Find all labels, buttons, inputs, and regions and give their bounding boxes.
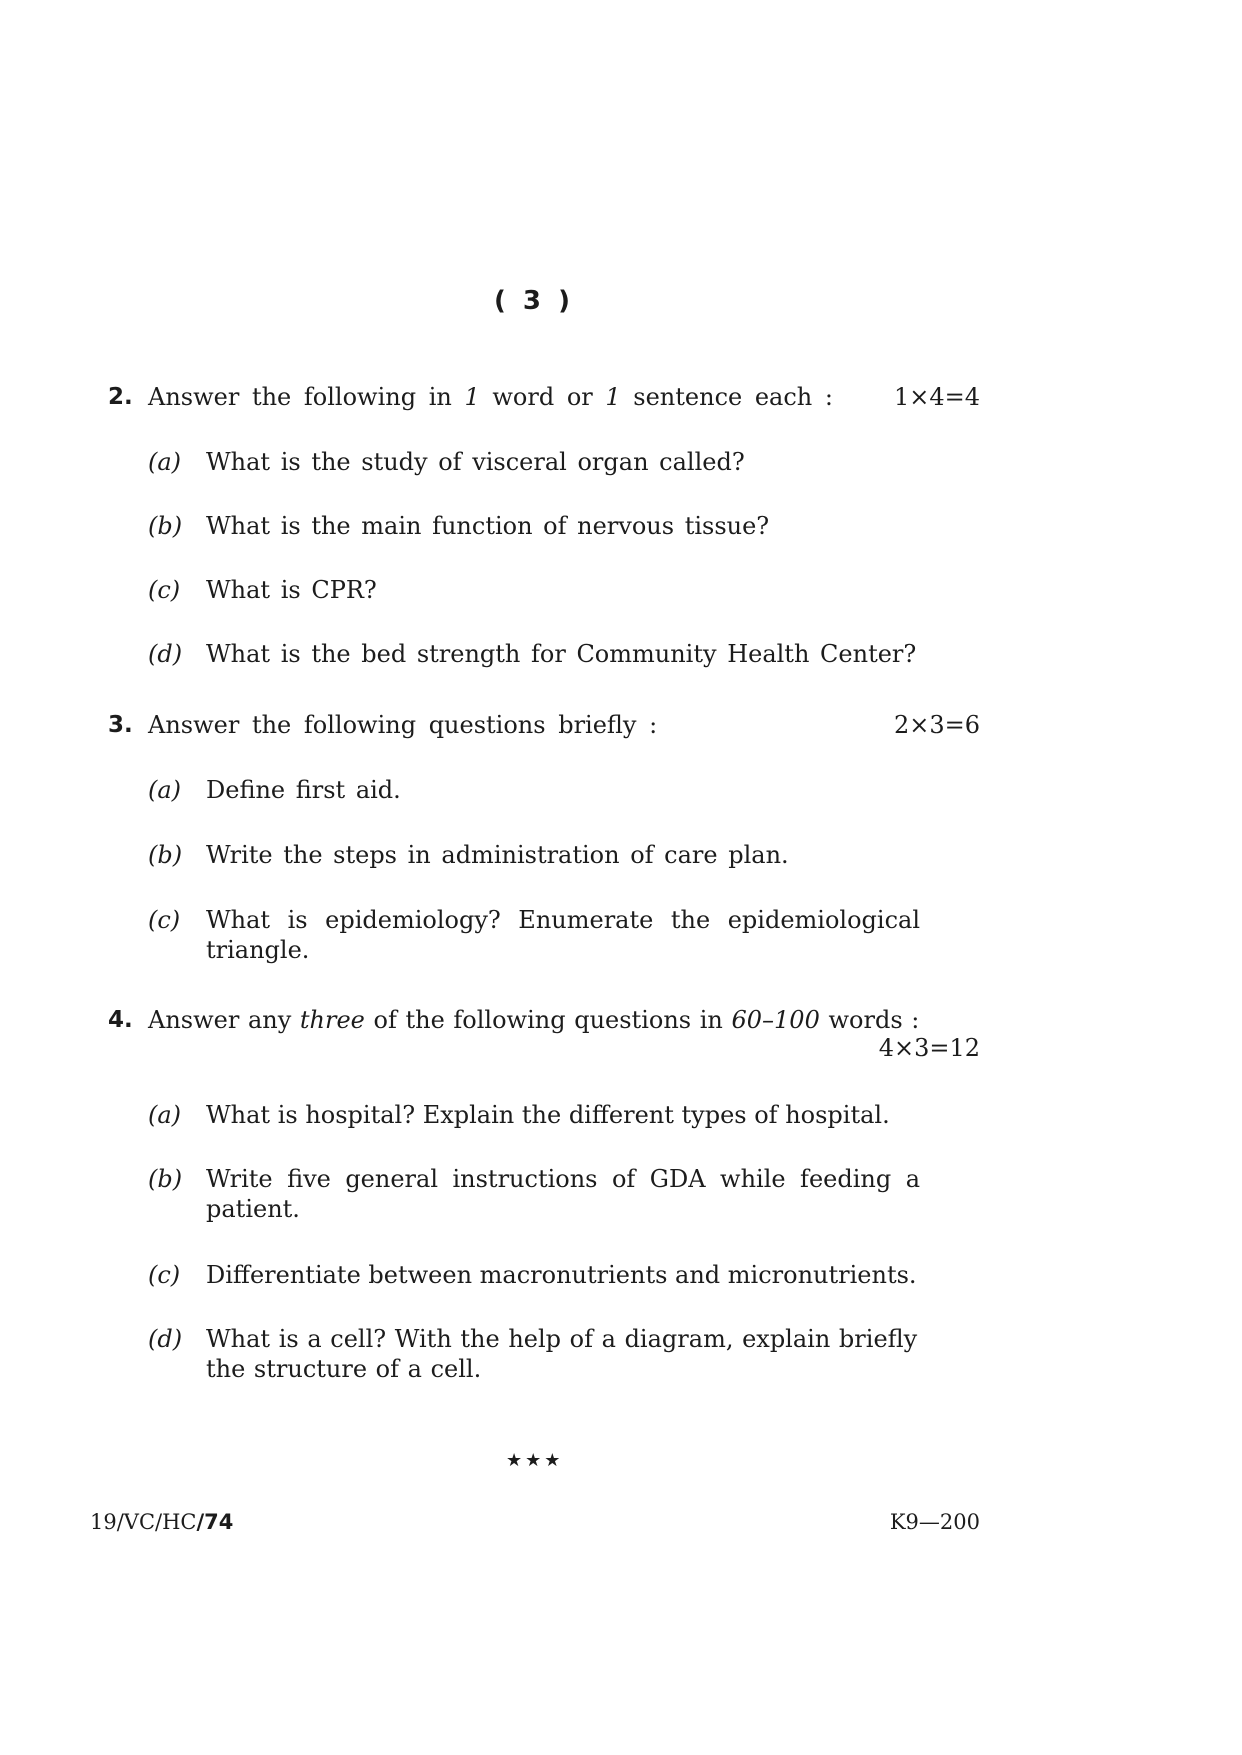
sub-question-label: (c) (148, 1261, 181, 1289)
end-of-paper-marker: ★★★ (506, 1450, 564, 1471)
question-marks: 1×4=4 (893, 383, 980, 411)
sub-question-label: (b) (148, 1165, 183, 1193)
sub-question-text: Define first aid. (206, 776, 401, 804)
sub-question-text: Write the steps in administration of care plan. (206, 841, 789, 869)
question-text: Answer any three of the following questions in 60–100 words : (148, 1006, 920, 1034)
sub-question-text: What is CPR? (206, 576, 377, 604)
paper-code: 19/VC/HC/74 (90, 1510, 234, 1534)
sub-question-label: (a) (148, 776, 182, 804)
sub-question-text: What is hospital? Explain the different types of hospital. (206, 1101, 890, 1129)
question-text: Answer the following questions briefly : (148, 711, 658, 739)
sub-question-label: (b) (148, 841, 183, 869)
sub-question-label: (c) (148, 906, 181, 934)
sub-question-text: Write five general instructions of GDA while feeding a patient. (206, 1165, 920, 1223)
question-number: 4. (108, 1007, 133, 1033)
sub-question-text: What is the main function of nervous tissue? (206, 512, 770, 540)
question-number: 3. (108, 712, 133, 738)
sub-question-label: (d) (148, 1325, 183, 1353)
sub-question-label: (a) (148, 1101, 182, 1129)
sub-question-label: (c) (148, 576, 181, 604)
sub-question-text: What is a cell? With the help of a diagram, explain briefly the structure of a cell. (206, 1325, 918, 1383)
question-number: 2. (108, 384, 133, 410)
sub-question-text: What is epidemiology? Enumerate the epidemiological triangle. (206, 906, 920, 964)
page-number: ( 3 ) (494, 286, 574, 316)
sub-question-label: (a) (148, 448, 182, 476)
sub-question-text: What is the bed strength for Community Health Center? (206, 640, 917, 668)
series-code: K9—200 (889, 1510, 980, 1534)
question-marks: 2×3=6 (893, 711, 980, 739)
sub-question-text: What is the study of visceral organ called? (206, 448, 745, 476)
question-marks: 4×3=12 (878, 1034, 980, 1062)
sub-question-text: Differentiate between macronutrients and micronutrients. (206, 1261, 917, 1289)
sub-question-label: (b) (148, 512, 183, 540)
sub-question-label: (d) (148, 640, 183, 668)
question-text: Answer the following in 1 word or 1 sentence each : (148, 383, 833, 411)
